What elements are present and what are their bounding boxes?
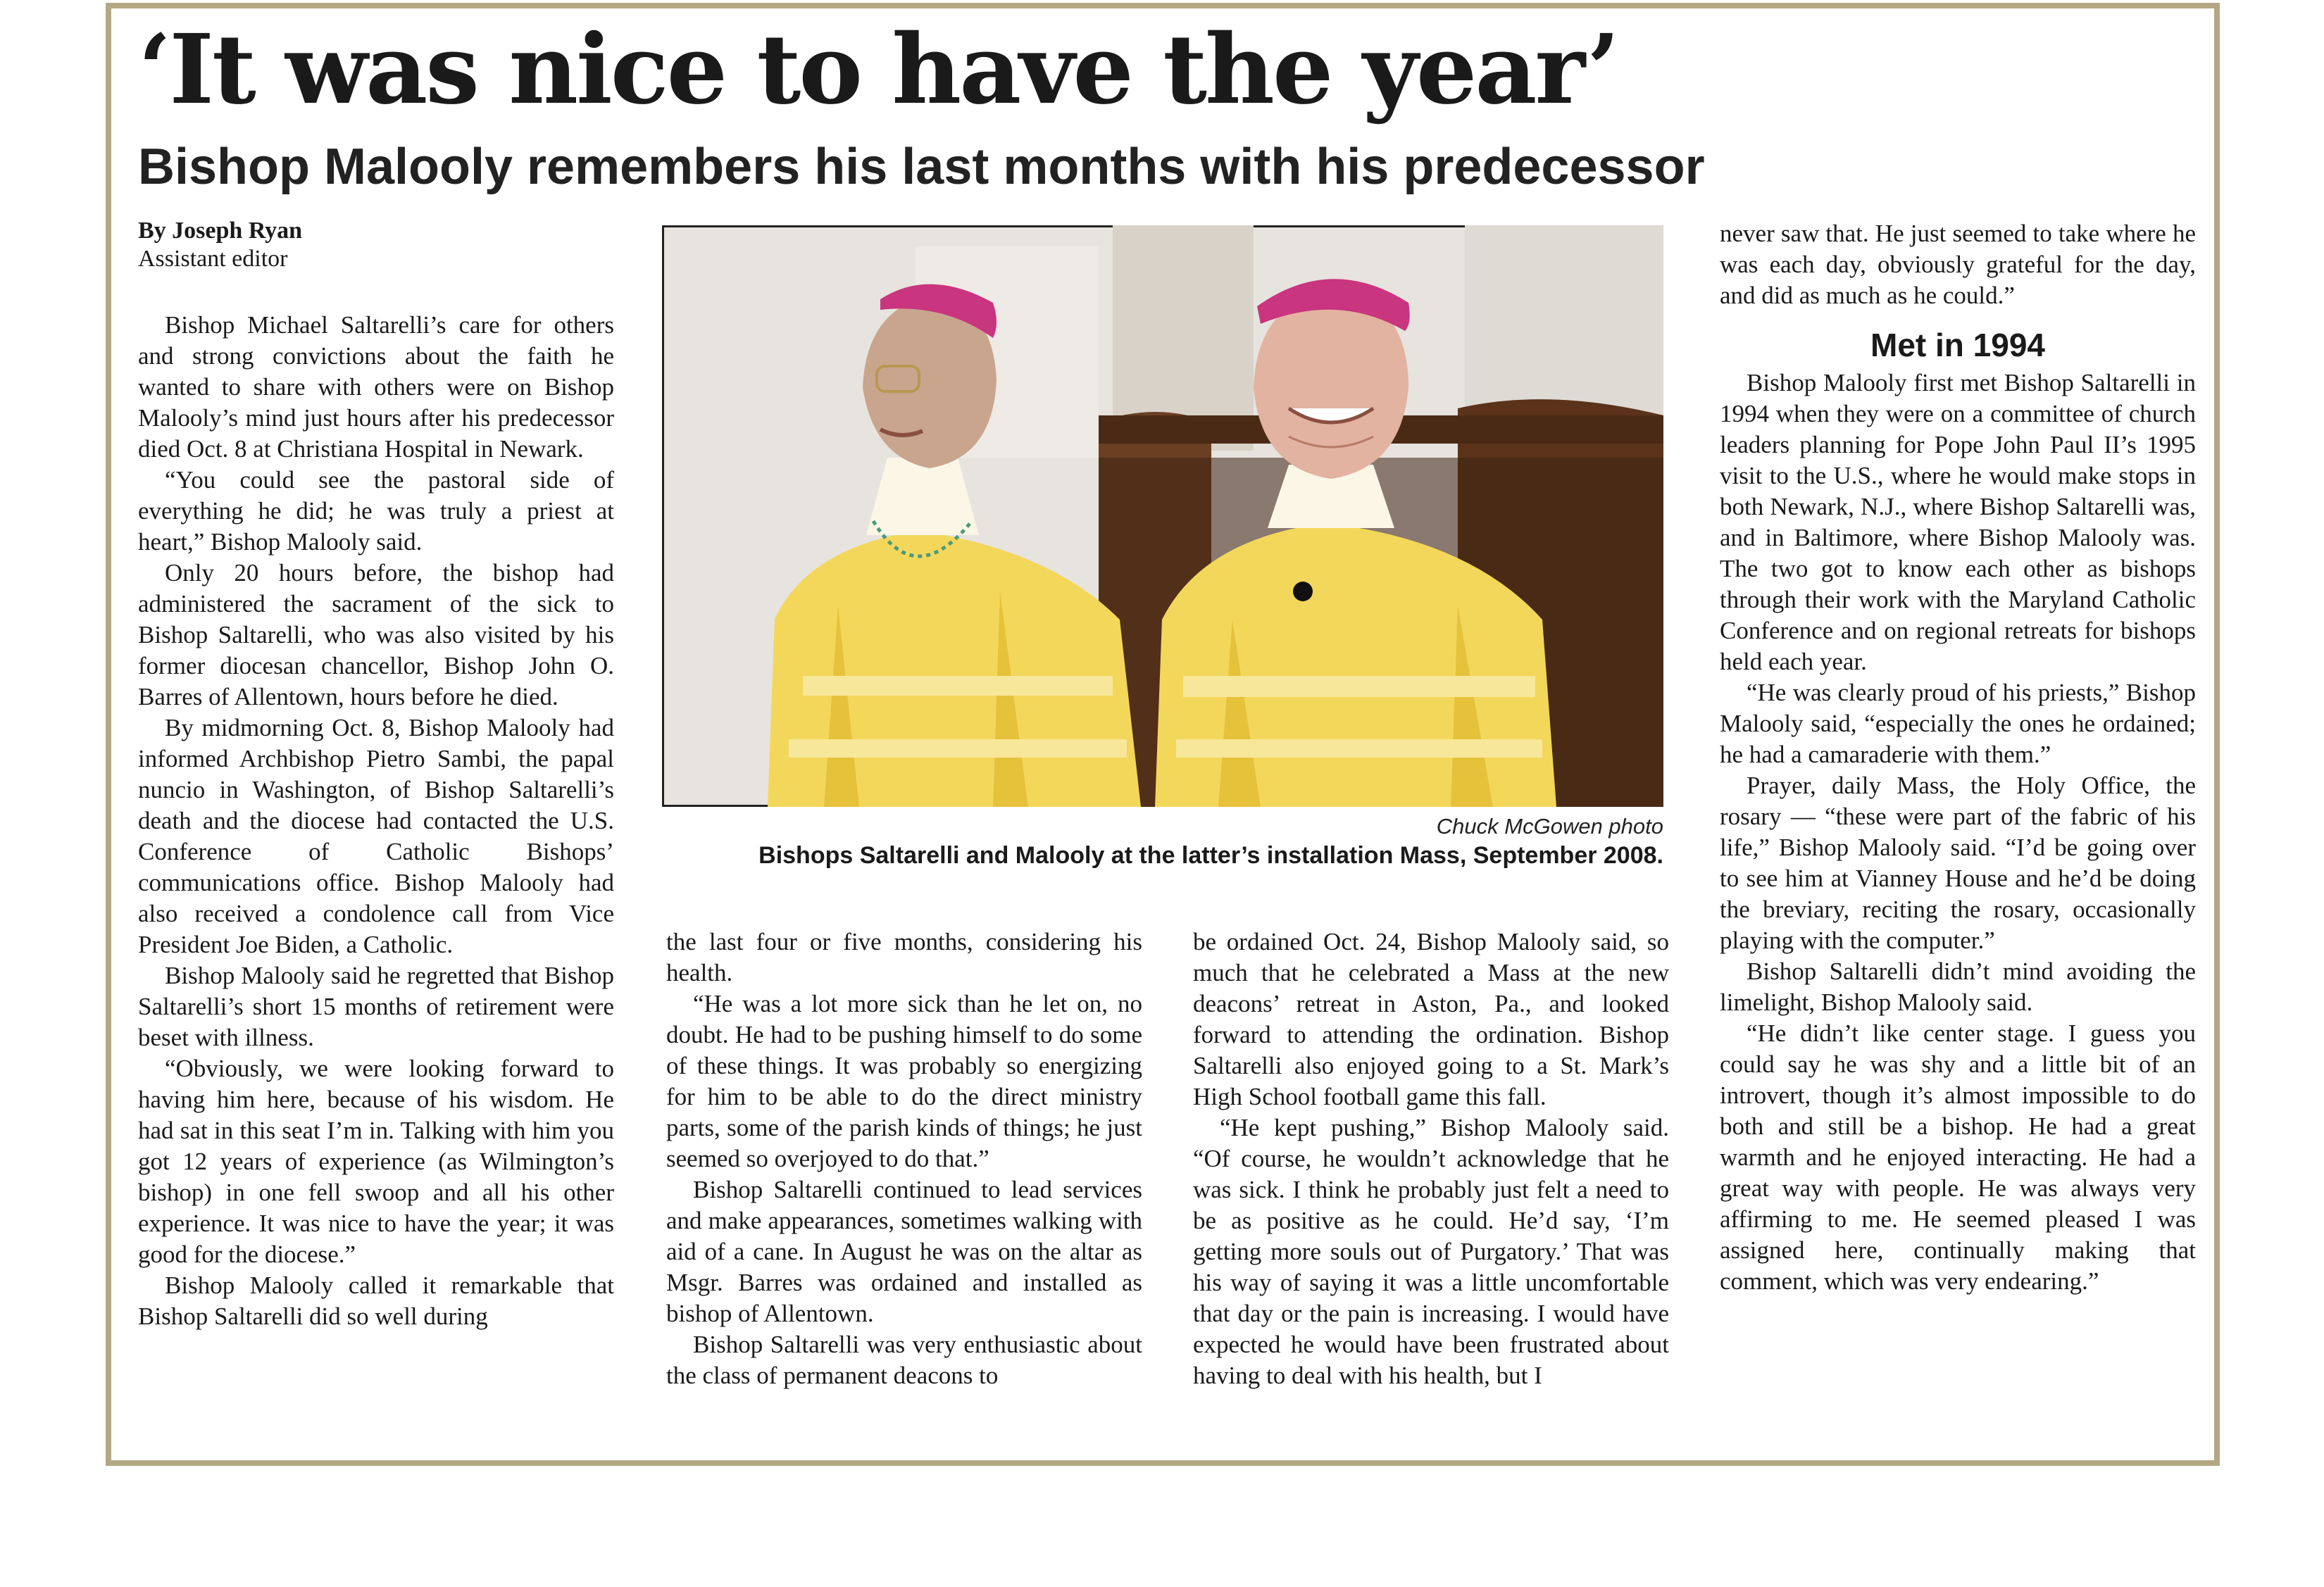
- paragraph: “He kept pushing,” Bishop Malooly said. “Of course, he wouldn’t acknowledge that he was sick. I think he probably just felt a need to be as positive as he could. He’d say, ‘I’m getting more souls out of Purgatory.’ That was his way of saying it was a little uncomfortable that day or the pain is increasing. I would have expected he would have been frustrated about having to deal with his health, but I: [1193, 1114, 1669, 1389]
- subheadline: Bishop Malooly remembers his last months with his predecessor: [138, 139, 1705, 195]
- paragraph: Only 20 hours before, the bishop had administered the sacrament of the sick to Bishop Saltarelli, who was also visited by his former diocesan chancellor, Bishop John O. Barres of Allentown, hours before he died.: [138, 559, 614, 710]
- author-title: Assistant editor: [138, 246, 288, 272]
- section-subhead: Met in 1994: [1870, 327, 2045, 363]
- paragraph: be ordained Oct. 24, Bishop Malooly said, so much that he celebrated a Mass at the new deacons’ retreat in Aston, Pa., and looked forward to attending the ordination. Bishop Saltarelli also enjoyed going to a St. Mark’s High School football game this fall.: [1193, 928, 1669, 1110]
- article-column-2: [666, 927, 1142, 1391]
- paragraph: Prayer, daily Mass, the Holy Office, the rosary — “these were part of the fabric of his life,” Bishop Malooly said. “I’d be going over to see him at Vianney House and he’d be doing the breviary, reciting the rosary, occasionally playing with the computer.”: [1720, 772, 2196, 954]
- paragraph: Bishop Malooly first met Bishop Saltarelli in 1994 when they were on a committee of church leaders planning for Pope John Paul II’s 1995 visit to the U.S., where he would make stops in both Newark, N.J., where Bishop Saltarelli was, and in Baltimore, where Bishop Malooly was. The two got to know each other as bishops through their work with the Maryland Catholic Conference and on regional retreats for bishops held each year.: [1720, 369, 2196, 675]
- photo-caption: Bishops Saltarelli and Malooly at the latter’s installation Mass, September 2008.: [758, 842, 1663, 869]
- paragraph: “You could see the pastoral side of everything he did; he was truly a priest at heart,” Bishop Malooly said.: [138, 466, 614, 556]
- paragraph: “Obviously, we were looking forward to having him here, because of his wisdom. He had sat in this seat I’m in. Talking with him you got 12 years of experience (as Wilmington’s bishop) in one fell swoop and all his other experience. It was nice to have the year; it was good for the diocese.”: [138, 1055, 614, 1268]
- paragraph: By midmorning Oct. 8, Bishop Malooly had informed Archbishop Pietro Sambi, the papal nuncio in Washington, of Bishop Saltarelli’s death and the diocese had contacted the U.S. Conference of Catholic Bishops’ communications office. Bishop Malooly had also received a condolence call from Vice President Joe Biden, a Catholic.: [138, 714, 614, 958]
- byline: [138, 217, 614, 273]
- paragraph: Bishop Saltarelli was very enthusiastic about the class of permanent deacons to: [666, 1331, 1142, 1389]
- paragraph: never saw that. He just seemed to take where he was each day, obviously grateful for the day, and did as much as he could.”: [1720, 220, 2196, 309]
- article-column-4: [1720, 218, 2196, 1297]
- paragraph: “He was a lot more sick than he let on, no doubt. He had to be pushing himself to do some of these things. It was probably so energizing for him to be able to do the direct ministry parts, some of the parish kinds of things; he just seemed so overjoyed to do that.”: [666, 990, 1142, 1172]
- photo-credit: Chuck McGowen photo: [1436, 814, 1663, 839]
- paragraph: Bishop Saltarelli continued to lead services and make appearances, sometimes walking with aid of a cane. In August he was on the altar as Msgr. Barres was ordained and installed as bishop of Allentown.: [666, 1176, 1142, 1327]
- paragraph: Bishop Malooly called it remarkable that Bishop Saltarelli did so well during: [138, 1272, 614, 1330]
- paragraph: Bishop Malooly said he regretted that Bishop Saltarelli’s short 15 months of retirement were beset with illness.: [138, 962, 614, 1051]
- article-column-1: [138, 310, 614, 1332]
- paragraph: “He was clearly proud of his priests,” Bishop Malooly said, “especially the ones he ordained; he had a camaraderie with them.”: [1720, 679, 2196, 768]
- paragraph: “He didn’t like center stage. I guess you could say he was shy and a little bit of an introvert, though it’s almost impossible to do both and still be a bishop. He had a great warmth and he enjoyed interacting. He had a great way with people. He was always very affirming to me. He seemed pleased I was assigned here, continually making that comment, which was very endearing.”: [1720, 1020, 2196, 1295]
- article-column-3: [1193, 927, 1669, 1391]
- paragraph: Bishop Michael Saltarelli’s care for others and strong convictions about the faith he wanted to share with others were on Bishop Malooly’s mind just hours after his predecessor died Oct. 8 at Christiana Hospital in Newark.: [138, 311, 614, 463]
- paragraph: Bishop Saltarelli didn’t mind avoiding the limelight, Bishop Malooly said.: [1720, 958, 2196, 1016]
- headline: ‘It was nice to have the year’: [138, 13, 1618, 126]
- article-photo: [662, 225, 1663, 807]
- author-name: By Joseph Ryan: [138, 218, 303, 244]
- paragraph: the last four or five months, considering his health.: [666, 928, 1142, 986]
